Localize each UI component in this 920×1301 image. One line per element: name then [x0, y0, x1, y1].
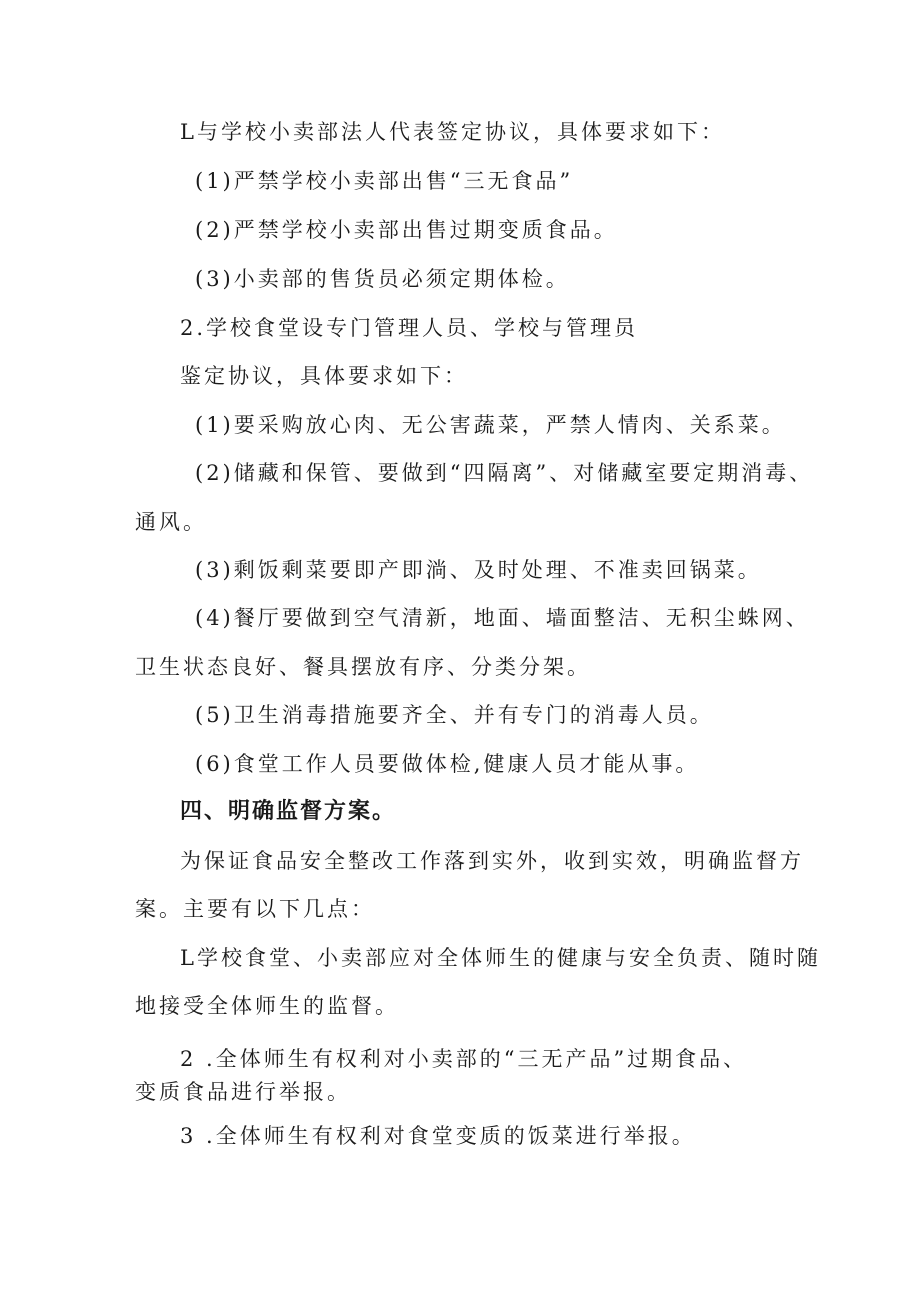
paragraph-line: 鉴定协议，具体要求如下： — [180, 364, 468, 388]
agreement-intro-line: L与学校小卖部法人代表签定协议，具体要求如下： — [180, 120, 725, 144]
requirement-item: (3)剩饭剩菜要即产即淌、及时处理、不准卖回锅菜。 — [195, 558, 762, 582]
section-item-2: 2.学校食堂设专门管理人员、学校与管理员 — [180, 316, 639, 340]
requirement-item: (5)卫生消毒措施要齐全、并有专门的消毒人员。 — [195, 703, 714, 727]
paragraph-continuation: 案。主要有以下几点： — [135, 897, 375, 921]
requirement-item: (1)严禁学校小卖部出售“三无食品” — [195, 169, 574, 193]
supervision-item-1: L学校食堂、小卖部应对全体师生的健康与安全负责、随时随 — [180, 946, 821, 970]
paragraph-continuation: 卫生状态良好、餐具摆放有序、分类分架。 — [135, 655, 591, 679]
paragraph-continuation: 变质食品进行举报。 — [135, 1080, 351, 1104]
paragraph-line: 为保证食品安全整改工作落到实外，收到实效，明确监督方 — [180, 849, 804, 873]
requirement-item: (4)餐厅要做到空气清新，地面、墙面整洁、无积尘蛛网、 — [195, 606, 810, 630]
section-heading: 四、明确监督方案。 — [180, 799, 397, 824]
paragraph-continuation: 地接受全体师生的监督。 — [135, 994, 399, 1018]
requirement-item: (6)食堂工作人员要做体检,健康人员才能从事。 — [195, 752, 700, 776]
supervision-item-3: 3 .全体师生有权利对食堂变质的饭菜进行举报。 — [180, 1124, 696, 1148]
supervision-item-2: 2 .全体师生有权利对小卖部的“三无产品”过期食品、 — [180, 1047, 748, 1071]
requirement-item: (2)储藏和保管、要做到“四隔离”、对储藏室要定期消毒、 — [195, 461, 814, 485]
paragraph-continuation: 通风。 — [135, 510, 207, 534]
requirement-item: (3)小卖部的售货员必须定期体检。 — [195, 267, 570, 291]
requirement-item: (1)要采购放心肉、无公害蔬菜，严禁人情肉、关系菜。 — [195, 413, 786, 437]
requirement-item: (2)严禁学校小卖部出售过期变质食品。 — [195, 218, 618, 242]
